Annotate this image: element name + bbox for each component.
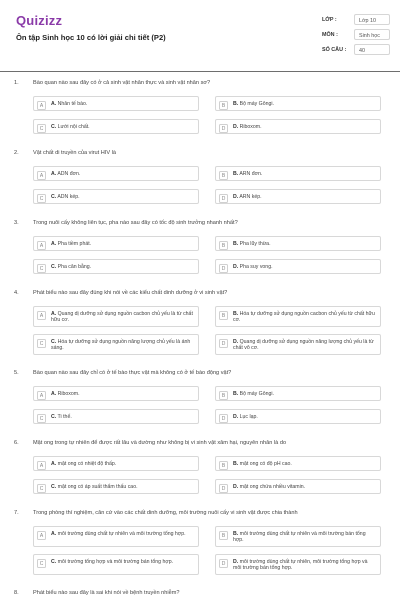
option-b[interactable]	[215, 236, 381, 251]
option-letter: C	[37, 194, 46, 203]
option-text: môi trường dùng chất tự nhiên và môi trường bán tổng hợp.	[233, 531, 366, 544]
question-number: 5.	[14, 370, 19, 376]
option-letter: D	[219, 339, 228, 348]
option-letter: D	[219, 484, 228, 493]
option-c[interactable]	[33, 119, 199, 134]
option-letter: A	[37, 531, 46, 540]
option-letter: D	[219, 194, 228, 203]
option-letter: D	[219, 124, 228, 133]
option-text: ADN đơn.	[57, 171, 81, 177]
quizizz-logo: Quizizz	[16, 13, 63, 28]
question-number: 1.	[14, 80, 19, 86]
option-text: Lục lạp.	[239, 414, 258, 420]
option-text: ARN đơn.	[239, 171, 263, 177]
option-d[interactable]	[215, 479, 381, 494]
option-c[interactable]	[33, 189, 199, 204]
question-number: 2.	[14, 150, 19, 156]
option-letter: B	[219, 531, 228, 540]
option-letter: A	[37, 391, 46, 400]
option-key: A.	[51, 391, 57, 397]
option-text: Pha cân bằng.	[57, 264, 92, 270]
option-key: A.	[51, 311, 57, 317]
option-key: B.	[233, 531, 239, 537]
option-key: A.	[51, 241, 57, 247]
meta-value: 40	[354, 44, 390, 55]
meta-label: LỚP :	[322, 17, 337, 23]
question-text: Mật ong trong tự nhiên để được rất lâu và dường như không bị vi sinh vật xâm hại, nguyên nhân là do	[33, 440, 287, 446]
option-key: C.	[51, 559, 57, 565]
option-key: A.	[51, 531, 57, 537]
option-letter: A	[37, 171, 46, 180]
meta-question-count	[322, 44, 386, 56]
option-key: D.	[233, 559, 239, 565]
option-text: ARN kép.	[239, 194, 262, 200]
option-key: B.	[233, 461, 239, 467]
option-b[interactable]	[215, 526, 381, 547]
option-a[interactable]	[33, 306, 199, 327]
option-c[interactable]	[33, 554, 199, 575]
option-text: mật ong có áp suất thẩm thấu cao.	[57, 484, 138, 490]
option-key: B.	[233, 101, 239, 107]
option-text: mật ong có nhiệt độ thấp.	[57, 461, 117, 467]
option-letter: B	[219, 241, 228, 250]
option-d[interactable]	[215, 119, 381, 134]
option-a[interactable]	[33, 526, 199, 547]
option-key: C.	[51, 414, 57, 420]
option-a[interactable]	[33, 166, 199, 181]
option-text: Bộ máy Gôngi.	[239, 101, 274, 107]
option-key: B.	[233, 171, 239, 177]
option-letter: D	[219, 414, 228, 423]
option-letter: A	[37, 461, 46, 470]
option-d[interactable]	[215, 334, 381, 355]
option-key: C.	[51, 339, 57, 345]
option-text: môi trường dùng chất tự nhiên, môi trường tổng hợp và môi trường bán tổng hợp.	[233, 559, 368, 572]
option-text: ADN kép.	[57, 194, 80, 200]
option-letter: A	[37, 241, 46, 250]
option-letter: B	[219, 391, 228, 400]
option-a[interactable]	[33, 386, 199, 401]
question-text: Phát biểu nào sau đây đúng khi nói về các kiểu chất dinh dưỡng ở vi sinh vật?	[33, 290, 228, 296]
option-letter: C	[37, 124, 46, 133]
option-key: C.	[51, 264, 57, 270]
option-text: mật ong chứa nhiều vitamin.	[239, 484, 306, 490]
option-key: B.	[233, 391, 239, 397]
question-text: Bào quan nào sau đây chỉ có ở tế bào thực vật mà không có ở tế bào động vật?	[33, 370, 232, 376]
question-text: Phát biểu nào sau đây là sai khi nói về bệnh truyền nhiễm?	[33, 590, 180, 596]
option-text: Riboxom.	[239, 124, 262, 130]
meta-label: SỐ CÂU :	[322, 47, 347, 53]
option-text: Riboxom.	[57, 391, 80, 397]
option-key: A.	[51, 101, 57, 107]
option-b[interactable]	[215, 386, 381, 401]
question-text: Bào quan nào sau đây có ở cả sinh vật nhân thực và sinh vật nhân sơ?	[33, 80, 211, 86]
option-letter: D	[219, 264, 228, 273]
option-letter: D	[219, 559, 228, 568]
option-key: D.	[233, 484, 239, 490]
option-a[interactable]	[33, 96, 199, 111]
option-d[interactable]	[215, 554, 381, 575]
option-letter: B	[219, 171, 228, 180]
option-d[interactable]	[215, 409, 381, 424]
option-text: Pha suy vong.	[239, 264, 273, 270]
meta-value: Sinh học	[354, 29, 390, 40]
question-text: Trong phòng thí nghiệm, căn cứ vào các chất dinh dưỡng, môi trường nuôi cấy vi sinh vật được chia thành	[33, 510, 298, 516]
option-c[interactable]	[33, 334, 199, 355]
option-key: D.	[233, 264, 239, 270]
option-c[interactable]	[33, 259, 199, 274]
option-b[interactable]	[215, 456, 381, 471]
option-key: C.	[51, 484, 57, 490]
option-letter: C	[37, 414, 46, 423]
option-key: C.	[51, 124, 57, 130]
option-key: B.	[233, 241, 239, 247]
meta-value: Lớp 10	[354, 14, 390, 25]
option-key: B.	[233, 311, 239, 317]
option-letter: B	[219, 311, 228, 320]
question-number: 4.	[14, 290, 19, 296]
option-text: Ti thể.	[57, 414, 72, 420]
option-key: A.	[51, 461, 57, 467]
option-letter: A	[37, 311, 46, 320]
option-key: D.	[233, 414, 239, 420]
option-letter: C	[37, 264, 46, 273]
option-key: D.	[233, 194, 239, 200]
option-key: C.	[51, 194, 57, 200]
option-text: Bộ máy Gôngi.	[239, 391, 274, 397]
meta-label: MÔN :	[322, 32, 338, 38]
question-number: 7.	[14, 510, 19, 516]
meta-grade	[322, 14, 386, 26]
option-text: Quang dị dưỡng sử dụng nguồn năng lượng chủ yếu là từ chất vô cơ.	[233, 339, 374, 352]
option-text: môi trường tổng hợp và môi trường bán tổng hợp.	[57, 559, 174, 565]
option-text: Hóa tự dưỡng sử dụng nguồn năng lượng chủ yếu là ánh sáng.	[51, 339, 191, 352]
question-text: Vật chất di truyền của virut HIV là	[33, 150, 117, 156]
option-d[interactable]	[215, 189, 381, 204]
option-d[interactable]	[215, 259, 381, 274]
meta-subject	[322, 29, 386, 41]
question-number: 3.	[14, 220, 19, 226]
question-number: 8.	[14, 590, 19, 596]
option-b[interactable]	[215, 306, 381, 327]
option-c[interactable]	[33, 409, 199, 424]
option-letter: B	[219, 461, 228, 470]
option-b[interactable]	[215, 96, 381, 111]
option-text: Hóa tự dưỡng sử dụng nguồn cacbon chủ yếu từ chất hữu cơ.	[233, 311, 375, 324]
question-text: Trong nuôi cấy không liên tục, pha nào sau đây có tốc độ sinh trưởng nhanh nhất?	[33, 220, 238, 226]
option-b[interactable]	[215, 166, 381, 181]
option-a[interactable]	[33, 236, 199, 251]
page-title: Ôn tập Sinh học 10 có lời giải chi tiết (P2)	[16, 33, 166, 42]
option-key: A.	[51, 171, 57, 177]
option-text: Pha tiềm phát.	[57, 241, 92, 247]
option-text: môi trường dùng chất tự nhiên và môi trường tổng hợp.	[57, 531, 186, 537]
option-letter: C	[37, 559, 46, 568]
option-letter: A	[37, 101, 46, 110]
option-text: Pha lũy thừa.	[239, 241, 271, 247]
option-text: Lưới nội chất.	[57, 124, 90, 130]
worksheet-header	[0, 0, 400, 62]
option-text: Nhân tế bào.	[57, 101, 88, 107]
option-text: Quang dị dưỡng sử dụng nguồn cacbon chủ yếu là từ chất hữu cơ.	[51, 311, 193, 324]
option-letter: B	[219, 101, 228, 110]
question-number: 6.	[14, 440, 19, 446]
option-c[interactable]	[33, 479, 199, 494]
option-key: D.	[233, 124, 239, 130]
header-divider	[0, 71, 400, 72]
option-a[interactable]	[33, 456, 199, 471]
option-key: D.	[233, 339, 239, 345]
option-letter: C	[37, 484, 46, 493]
option-text: mật ong có độ pH cao.	[239, 461, 292, 467]
option-letter: C	[37, 339, 46, 348]
